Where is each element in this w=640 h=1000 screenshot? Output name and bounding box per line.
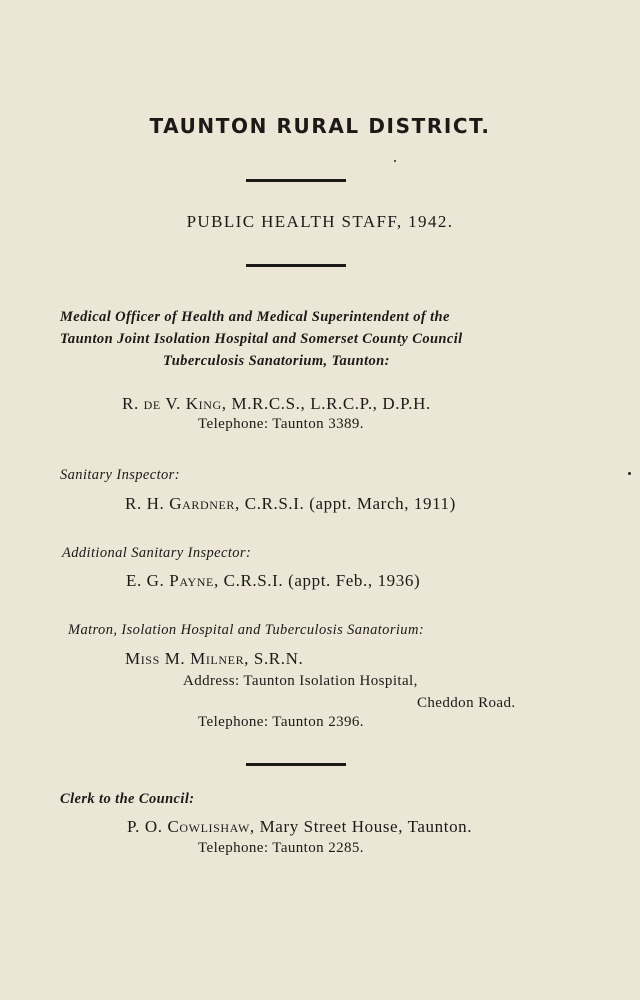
clerk-name (127, 817, 472, 837)
clerk-address: Mary Street House, Taunton. (259, 817, 473, 836)
matron-telephone: Telephone: Taunton 2396. (198, 714, 364, 730)
divider-rule (246, 264, 346, 267)
medical-officer-heading-line3: Tuberculosis Sanatorium, Taunton: (163, 353, 390, 369)
additional-inspector-name-main: E. G. Payne, (126, 571, 219, 590)
matron-address-line2: Cheddon Road. (417, 695, 516, 711)
sanitary-inspector-heading: Sanitary Inspector: (60, 467, 180, 483)
print-speck (394, 160, 396, 162)
matron-qualifications: S.R.N. (253, 649, 304, 668)
clerk-name-main: P. O. Cowlishaw, (127, 817, 255, 836)
page-subtitle: PUBLIC HEALTH STAFF, 1942. (186, 212, 454, 231)
medical-officer-qualifications: M.R.C.S., L.R.C.P., D.P.H. (231, 394, 431, 413)
matron-name-main: Miss M. Milner, (125, 649, 250, 668)
clerk-heading: Clerk to the Council: (60, 791, 195, 807)
additional-inspector-name (126, 571, 420, 591)
clerk-telephone: Telephone: Taunton 2285. (198, 840, 364, 856)
medical-officer-name (122, 394, 431, 414)
sanitary-inspector-details: C.R.S.I. (appt. March, 1911) (244, 494, 456, 513)
matron-address-line1: Taunton Isolation Hospital, (243, 673, 418, 689)
medical-officer-heading-line1: Medical Officer of Health and Medical Superintendent of the (60, 309, 450, 325)
sanitary-inspector-name (125, 494, 456, 514)
matron-address (183, 673, 418, 690)
matron-address-label: Address: (183, 673, 240, 689)
additional-inspector-details: C.R.S.I. (appt. Feb., 1936) (223, 571, 421, 590)
medical-officer-heading-line2: Taunton Joint Isolation Hospital and Somerset County Council (60, 331, 463, 347)
additional-inspector-heading: Additional Sanitary Inspector: (62, 545, 252, 561)
divider-rule (246, 179, 346, 182)
medical-officer-telephone: Telephone: Taunton 3389. (198, 416, 364, 432)
sanitary-inspector-name-main: R. H. Gardner, (125, 494, 240, 513)
divider-rule (246, 763, 346, 766)
print-speck (628, 472, 631, 475)
matron-heading: Matron, Isolation Hospital and Tuberculosis Sanatorium: (68, 622, 425, 638)
medical-officer-name-main: R. de V. King, (122, 394, 227, 413)
page-title: TAUNTON RURAL DISTRICT. (149, 114, 491, 138)
matron-name (125, 649, 303, 669)
